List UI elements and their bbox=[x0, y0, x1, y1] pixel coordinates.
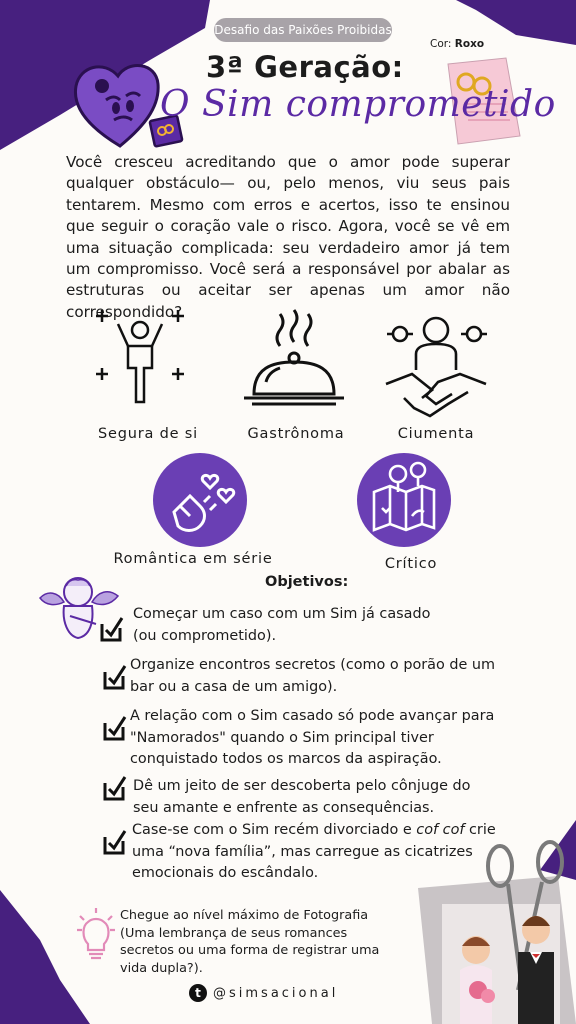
checkbox-icon[interactable] bbox=[100, 616, 124, 642]
checkbox-icon[interactable] bbox=[103, 715, 127, 741]
couple-photo-illustration bbox=[418, 840, 576, 1024]
top-right-corner-shape bbox=[456, 0, 576, 60]
map-icon bbox=[356, 452, 452, 548]
cloche-icon bbox=[238, 308, 350, 412]
color-label: Cor: Roxo bbox=[430, 38, 485, 50]
intro-paragraph: Você cresceu acreditando que o amor pode superar qualquer obstáculo— ou, pelo menos, viu seus pais tentarem. Mesmo com erros e acertos, isso te ensinou que seguir o coração vale o risco. Agora, você se vê em uma situação complicada: seu verdadeiro amor já tem um compromisso. Você será a responsável por abalar as estruturas ou aceitar ser apenas um amor não correspondido? bbox=[66, 153, 510, 321]
challenge-badge: Desafio das Paixões Proibidas bbox=[214, 18, 392, 42]
trait-label-romantica: Romântica em série bbox=[113, 551, 273, 567]
objectives-title: Objetivos: bbox=[265, 574, 349, 590]
handshake-icon bbox=[382, 310, 490, 422]
objective-5: Case-se com o Sim recém divorciado e cof cof crie uma “nova família”, mas carregue as cicatrizes emocionais do escândalo. bbox=[132, 822, 496, 881]
handle-text: @simsacional bbox=[213, 985, 339, 1001]
confident-person-icon bbox=[92, 306, 188, 410]
objective-2: Organize encontros secretos (como o porão de um bar ou a casa de um amigo). bbox=[130, 657, 496, 695]
trait-label-ciumenta: Ciumenta bbox=[397, 426, 475, 442]
objective-1: Começar um caso com um Sim já casado (ou comprometido). bbox=[133, 606, 431, 644]
checkbox-icon[interactable] bbox=[103, 829, 127, 855]
page-title: O Sim comprometido bbox=[160, 84, 556, 125]
bonus-objective: Chegue ao nível máximo de Fotografia (Uma lembrança de seus romances secretos ou uma forma de registrar uma vida dupla?). bbox=[120, 908, 380, 976]
objective-4: Dê um jeito de ser descoberta pelo cônjuge do seu amante e enfrente as consequências. bbox=[133, 778, 471, 816]
trait-label-gastronoma: Gastrônoma bbox=[247, 426, 345, 442]
trait-label-critico: Crítico bbox=[384, 556, 438, 572]
trait-label-segura: Segura de si bbox=[98, 426, 198, 442]
tumblr-logo-icon: t bbox=[189, 984, 207, 1002]
magnet-hearts-icon bbox=[152, 452, 248, 548]
checkbox-icon[interactable] bbox=[103, 664, 127, 690]
objective-3: A relação com o Sim casado só pode avançar para "Namorados" quando o Sim principal tiver conquistado todos os marcos da aspiração. bbox=[130, 708, 495, 767]
generation-heading: 3ª Geração: bbox=[206, 50, 404, 84]
checkbox-icon[interactable] bbox=[103, 775, 127, 801]
lightbulb-icon bbox=[76, 906, 116, 960]
social-handle[interactable] bbox=[189, 984, 338, 1002]
